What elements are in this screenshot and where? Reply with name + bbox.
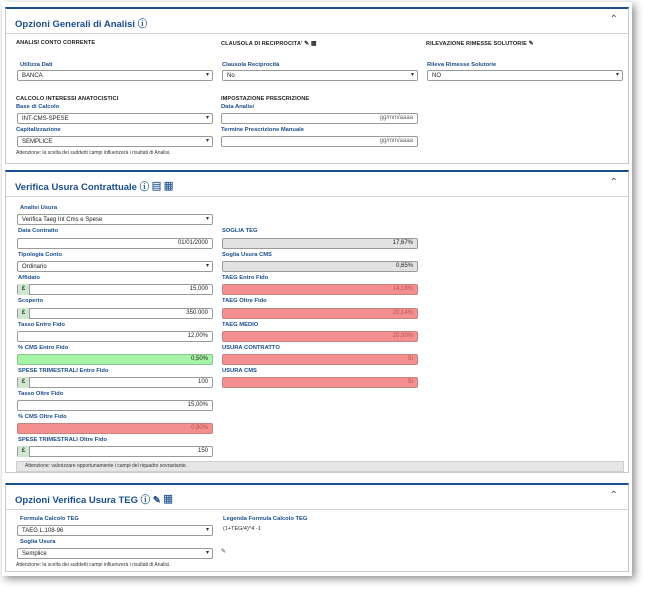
label-affidato: Affidato xyxy=(18,275,40,281)
field-usura-cms: Si xyxy=(222,377,418,388)
field-taeg-medio: 20,00% xyxy=(222,331,418,342)
input-tasso-entro[interactable]: 12,00% xyxy=(17,331,213,342)
input-scoperto[interactable]: £ 350.000 xyxy=(17,308,213,319)
panel-verifica-usura xyxy=(5,170,629,473)
help-circle-icon[interactable]: ⓘ xyxy=(137,19,148,30)
label-taeg-oltre: TAEG Oltre Fido xyxy=(222,298,267,304)
section-calcolo-interessi: CALCOLO INTERESSI ANATOCISTICI xyxy=(16,96,119,102)
note-general: Attenzione: la scelta dei suddetti campi influenzerà i risultati di Analisi. xyxy=(16,150,171,156)
currency-icon: £ xyxy=(18,377,30,388)
label-capitalizzazione: Capitalizzazione xyxy=(16,127,61,133)
label-tipologia-conto: Tipologia Conto xyxy=(18,252,63,258)
label-taeg-entro: TAEG Entro Fido xyxy=(222,275,269,281)
panel-header[interactable] xyxy=(6,9,628,34)
select-analisi-usura[interactable]: Verifica Taeg Int Cms e Spese ▾ xyxy=(17,214,213,225)
label-scoperto: Scoperto xyxy=(18,298,44,304)
label-data-analisi: Data Analisi xyxy=(221,104,254,110)
currency-icon: £ xyxy=(18,308,30,319)
label-taeg-medio: TAEG MEDIO xyxy=(222,322,259,328)
label-clausola-reciprocita: Clausola Reciprocità xyxy=(222,62,280,68)
panel-title: Opzioni Verifica Usura TEG ⓘ ✎ ▦ xyxy=(15,495,173,506)
label-formula-teg: Formula Calcolo TEG xyxy=(20,516,79,522)
field-soglia-cms: 0,65% xyxy=(222,261,418,272)
label-usura-contratto: USURA CONTRATTO xyxy=(222,345,280,351)
select-soglia-usura[interactable]: Semplice ▾ xyxy=(17,548,213,559)
label-tasso-oltre: Tasso Oltre Fido xyxy=(18,391,64,397)
field-taeg-oltre: 20,14% xyxy=(222,308,418,319)
chevron-up-icon[interactable]: ⌃ xyxy=(609,14,618,25)
panel-header[interactable] xyxy=(6,172,628,197)
input-tasso-oltre[interactable]: 15,00% xyxy=(17,400,213,411)
label-tasso-entro: Tasso Entro Fido xyxy=(18,322,65,328)
input-spese-entro[interactable]: £ 100 xyxy=(17,377,213,388)
label-cms-oltre: % CMS Oltre Fido xyxy=(18,414,67,420)
label-soglia-teg: SOGLIA TEG xyxy=(222,228,258,234)
label-legenda-formula: Legenda Formula Calcolo TEG xyxy=(223,516,308,522)
panel-opzioni-teg xyxy=(5,483,629,572)
caret-down-icon: ▾ xyxy=(205,138,209,144)
input-cms-entro[interactable]: 0,50% xyxy=(17,354,213,365)
label-soglia-cms: Soglia Usura CMS xyxy=(222,252,272,258)
select-base-calcolo[interactable]: INT-CMS-SPESE ▾ xyxy=(17,113,213,124)
section-analisi-conto: ANALISI CONTO CORRENTE xyxy=(16,40,96,46)
caret-down-icon: ▾ xyxy=(205,115,209,121)
field-taeg-entro: 14,18% xyxy=(222,284,418,295)
caret-down-icon: ▾ xyxy=(205,72,209,78)
label-spese-oltre: SPESE TRIMESTRALI Oltre Fido xyxy=(18,437,107,443)
input-data-contratto[interactable]: 01/01/2000 xyxy=(17,238,213,249)
wrench-icon[interactable]: ✎ xyxy=(221,549,227,555)
label-analisi-usura: Analisi Usura xyxy=(20,205,58,211)
input-affidato[interactable]: £ 15.000 xyxy=(17,284,213,295)
select-tipologia-conto[interactable]: Ordinario ▾ xyxy=(17,261,213,272)
caret-down-icon: ▾ xyxy=(205,527,209,533)
chevron-up-icon[interactable]: ⌃ xyxy=(609,490,618,501)
currency-icon: £ xyxy=(18,284,30,295)
book-icon[interactable]: ▦ xyxy=(310,41,317,47)
label-spese-entro: SPESE TRIMESTRALI Entro Fido xyxy=(18,368,109,374)
wrench-icon[interactable]: ✎ xyxy=(304,41,310,47)
caret-down-icon: ▾ xyxy=(615,72,619,78)
input-data-analisi[interactable]: gg/mm/aaaa xyxy=(221,113,418,124)
book-icon[interactable]: ▦ xyxy=(163,495,173,506)
panel-opzioni-generali xyxy=(5,7,629,164)
field-usura-contratto: Si xyxy=(222,354,418,365)
caret-down-icon: ▾ xyxy=(410,72,414,78)
help-circle-icon[interactable]: ⓘ xyxy=(139,182,150,193)
select-utilizza-dati[interactable]: BANCA ▾ xyxy=(17,70,213,81)
select-rileva-rimesse[interactable]: NO ▾ xyxy=(427,70,623,81)
panel-title: Verifica Usura Contrattuale ⓘ ▤ ▦ xyxy=(15,182,174,193)
panel-title: Opzioni Generali di Analisi ⓘ xyxy=(15,19,148,30)
currency-icon: £ xyxy=(18,446,30,457)
label-utilizza-dati: Utilizza Dati xyxy=(20,62,53,68)
chevron-up-icon[interactable]: ⌃ xyxy=(609,177,618,188)
select-clausola-reciprocita[interactable]: No ▾ xyxy=(222,70,418,81)
input-cms-oltre[interactable]: 0,90% xyxy=(17,423,213,434)
note-teg: Attenzione: la scelta dei suddetti campi influenzerà i risultati di Analisi. xyxy=(16,562,171,568)
select-formula-teg[interactable]: TAEG L.108-96 ▾ xyxy=(17,525,213,536)
label-soglia-usura: Soglia Usura xyxy=(20,539,56,545)
label-termine-prescrizione: Termine Prescrizione Manuale xyxy=(221,127,305,133)
field-soglia-teg: 17,67% xyxy=(222,238,418,249)
wrench-icon[interactable]: ✎ xyxy=(528,41,534,47)
select-capitalizzazione[interactable]: SEMPLICE ▾ xyxy=(17,136,213,147)
legenda-formula-value: (1+TEG/4)^4 -1 xyxy=(223,526,261,532)
help-circle-icon[interactable]: ⓘ xyxy=(140,495,151,506)
book-icon[interactable]: ▦ xyxy=(163,182,174,193)
panel-header[interactable] xyxy=(6,485,628,510)
caret-down-icon: ▾ xyxy=(205,263,209,269)
caret-down-icon: ▾ xyxy=(205,216,209,222)
label-cms-entro: % CMS Entro Fido xyxy=(18,345,69,351)
section-prescrizione: IMPOSTAZIONE PRESCRIZIONE xyxy=(221,96,310,102)
label-usura-cms: USURA CMS xyxy=(222,368,257,374)
page xyxy=(2,2,632,576)
wrench-icon[interactable]: ✎ xyxy=(152,495,161,506)
caret-down-icon: ▾ xyxy=(205,550,209,556)
note-verifica: Attenzione: valorizzare opportunamente i campi del riquadro sovrastante. xyxy=(16,461,624,472)
section-rilevazione: RILEVAZIONE RIMESSE SOLUTORIE ✎ xyxy=(426,41,534,47)
input-spese-oltre[interactable]: £ 150 xyxy=(17,446,213,457)
label-rileva-rimesse: Rileva Rimesse Solutorie xyxy=(427,62,497,68)
input-termine-prescrizione[interactable]: gg/mm/aaaa xyxy=(221,136,418,147)
document-icon[interactable]: ▤ xyxy=(151,182,162,193)
label-base-calcolo: Base di Calcolo xyxy=(16,104,60,110)
label-data-contratto: Data Contratto xyxy=(18,228,59,234)
section-clausola: CLAUSOLA DI RECIPROCITA' ✎ ▦ xyxy=(221,41,317,47)
